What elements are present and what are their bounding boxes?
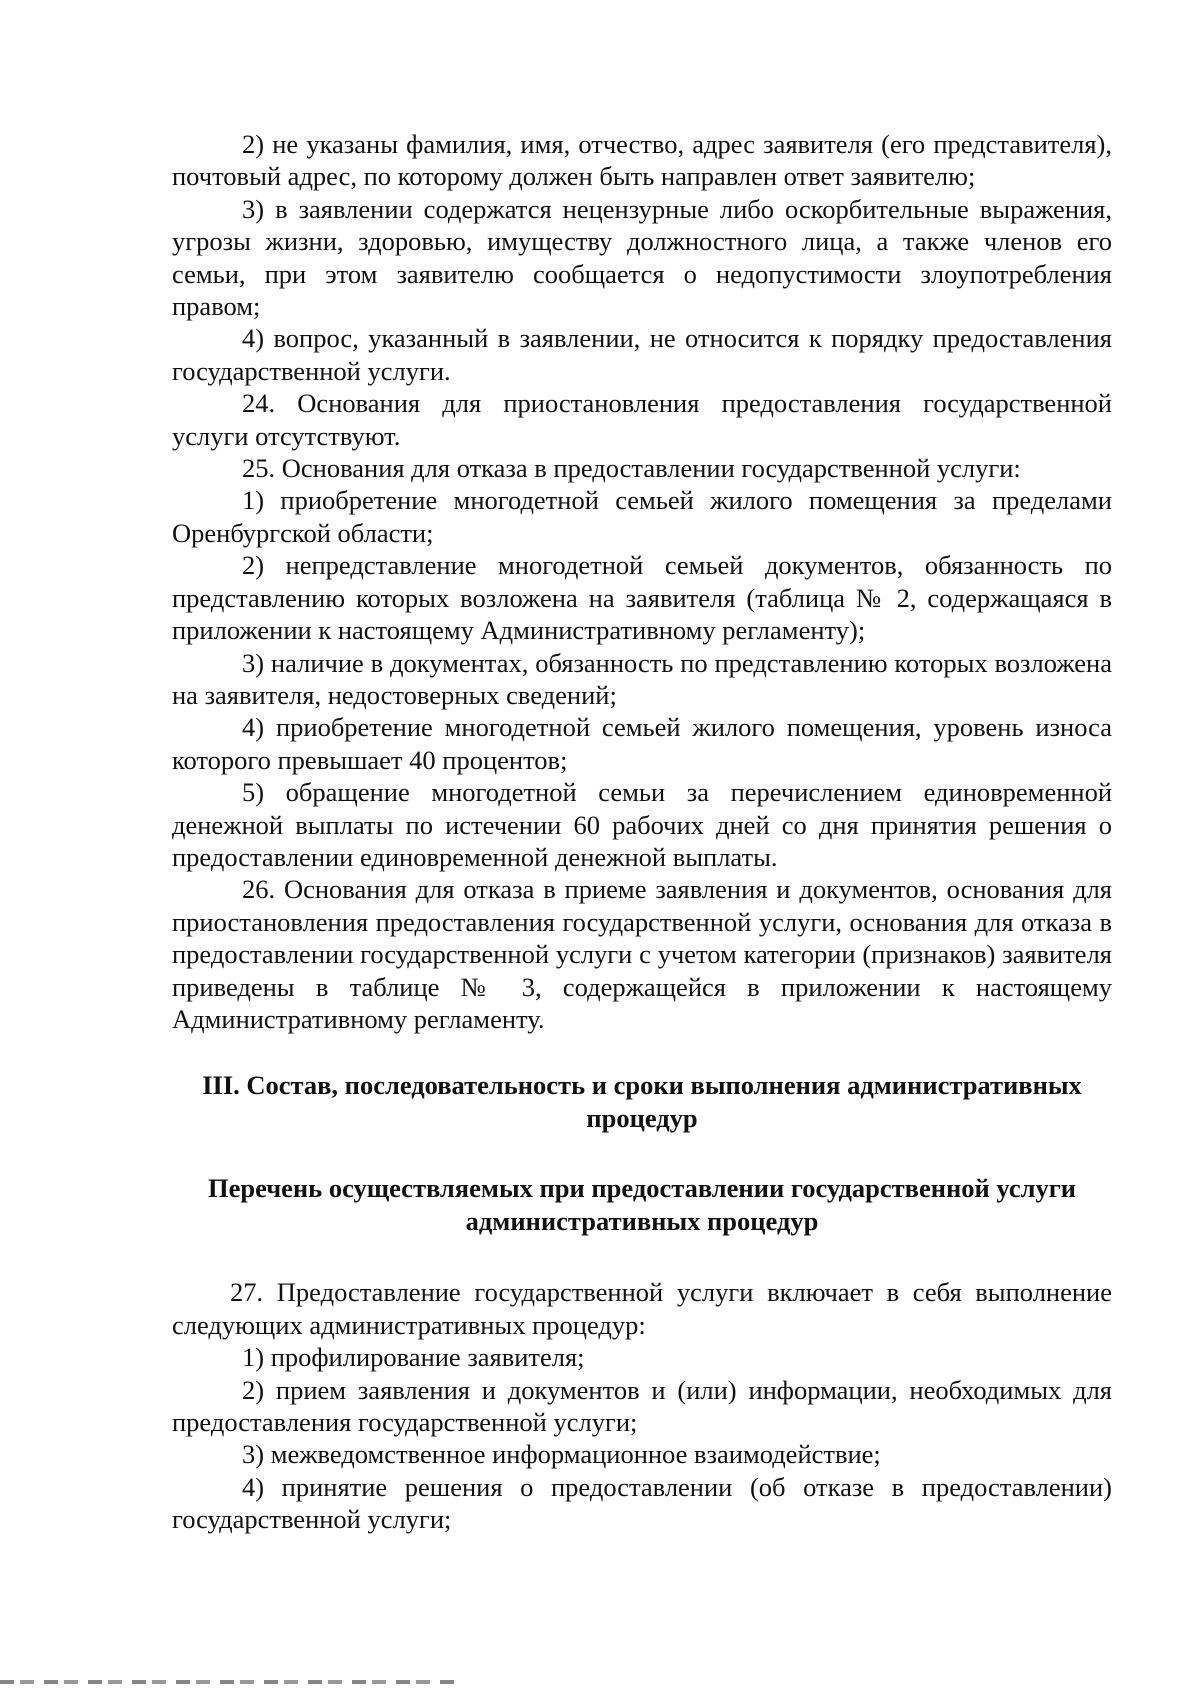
- clause-25-item-5: 5) обращение многодетной семьи за перечислением единовременной денежной выплаты по истечении 60 рабочих дней со дня принятия решения о предоставлении единовременной денежной выплаты.: [172, 777, 1112, 872]
- scan-artifact-line: [0, 1680, 460, 1684]
- subsection-heading: Перечень осуществляемых при предоставлении государственной услуги административных процедур: [207, 1173, 1077, 1237]
- clause-4-text: 4) вопрос, указанный в заявлении, не относится к порядку предоставления государственной услуги.: [172, 323, 1112, 386]
- clause-2-text: 2) не указаны фамилия, имя, отчество, адрес заявителя (его представителя), почтовый адрес, по которому должен быть направлен ответ заявителю;: [172, 129, 1112, 192]
- clause-25-item-4: 4) приобретение многодетной семьей жилого помещения, уровень износа которого превышает 40 процентов;: [172, 712, 1112, 775]
- clause-27-item-1: 1) профилирование заявителя;: [242, 1342, 585, 1373]
- document-page: [172, 128, 1112, 1536]
- clause-27-item-3: 3) межведомственное информационное взаимодействие;: [242, 1439, 881, 1470]
- section-heading: III. Состав, последовательность и сроки выполнения административных процедур: [202, 1070, 1082, 1134]
- clause-25-item-3: 3) наличие в документах, обязанность по представлению которых возложена на заявителя, недостоверных сведений;: [172, 647, 1112, 710]
- clause-25-item-1: 1) приобретение многодетной семьей жилого помещения за пределами Оренбургской области;: [172, 485, 1112, 548]
- clause-3-text: 3) в заявлении содержатся нецензурные либо оскорбительные выражения, угрозы жизни, здоровью, имуществу должностного лица, а также членов его семьи, при этом заявителю сообщается о недопустимости злоупотребления правом;: [172, 193, 1112, 322]
- clause-27-item-4: 4) принятие решения о предоставлении (об отказе в предоставлении) государственной услуги;: [172, 1471, 1112, 1535]
- clause-27-text: 27. Предоставление государственной услуги включает в себя выполнение следующих административных процедур:: [172, 1277, 1112, 1340]
- clause-25-item-2: 2) непредставление многодетной семьей документов, обязанность по представлению которых возложена на заявителя (таблица № 2, содержащаяся в приложении к настоящему Административному регламенту);: [172, 550, 1112, 646]
- clause-26-text: 26. Основания для отказа в приеме заявления и документов, основания для приостановления предоставления государственной услуги, основания для отказа в предоставлении государственной услуги с учетом категории (признаков) заявителя приведены в таблице № 3, содержащейся в приложении к настоящему Административному регламенту.: [172, 874, 1112, 1034]
- clause-24-text: 24. Основания для приостановления предоставления государственной услуги отсутствуют.: [172, 388, 1112, 451]
- clause-25-text: 25. Основания для отказа в предоставлении государственной услуги:: [242, 453, 1021, 484]
- clause-27-item-2: 2) прием заявления и документов и (или) информации, необходимых для предоставления государственной услуги;: [172, 1374, 1112, 1437]
